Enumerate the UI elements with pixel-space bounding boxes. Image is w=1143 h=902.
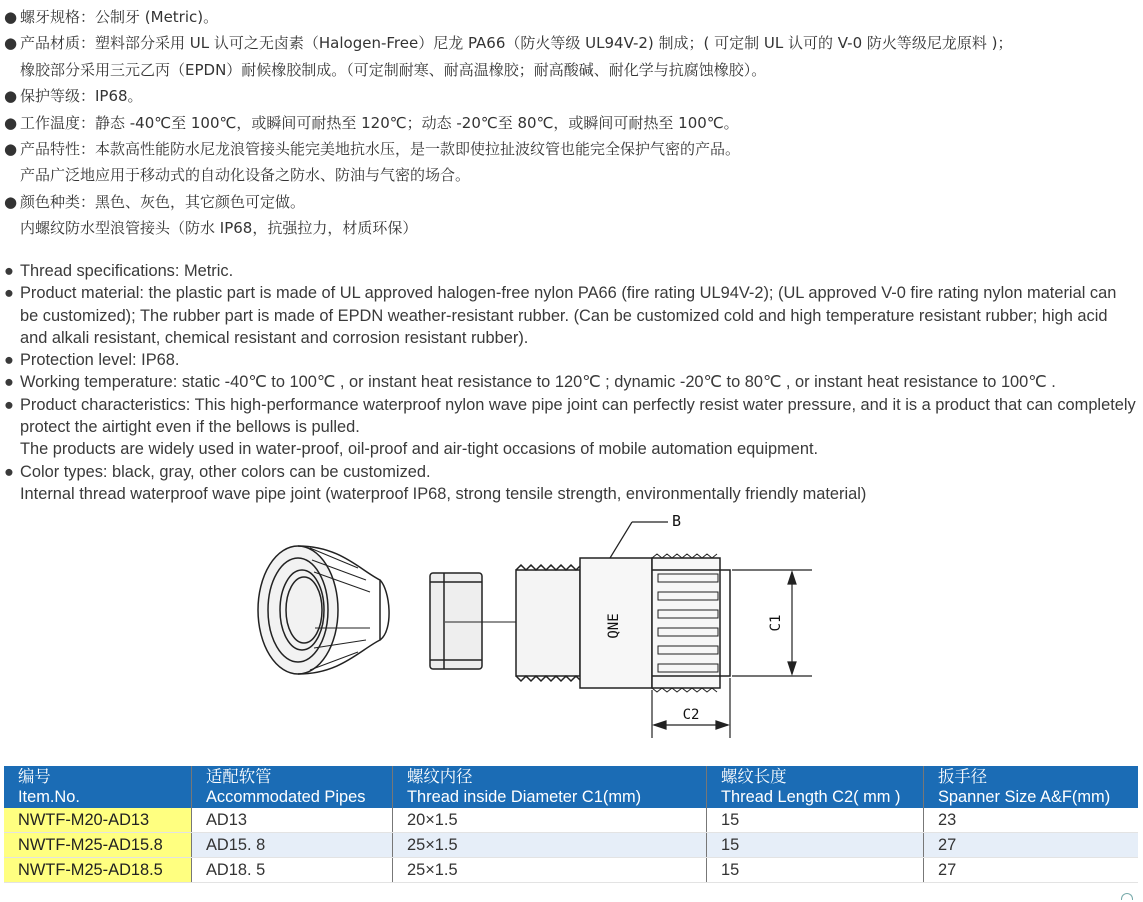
bullet-icon: ● [4,34,18,53]
line-text: Color types: black, gray, other colors can be customized. [20,462,431,481]
header-thread-length: 螺纹长度 Thread Length C2( mm ) [707,766,924,808]
bullet-icon: ● [4,262,14,280]
line-text: Working temperature: static -40℃ to 100℃ , or instant heat resistance to 120℃ ; dynamic -20℃ to 80℃ , or instant heat resistance to 100℃ . [20,373,1056,392]
pipe-cell: AD15. 8 [192,833,393,858]
line-text: 保护等级：IP68。 [20,87,143,106]
length-cell: 15 [707,808,924,833]
line-text: Thread specifications: Metric. [20,262,234,280]
bullet-icon: ● [4,351,14,370]
line-text: 产品特性：本款高性能防水尼龙浪管接头能完美地抗水压，是一款即使拉扯波纹管也能完全保护气密的产品。 [20,140,741,159]
line-text: 螺牙规格：公制牙 (Metric)。 [20,8,219,26]
line-text: 工作温度：静态 -40℃至 100℃，或瞬间可耐热至 120℃；动态 -20℃至 80℃，或瞬间可耐热至 100℃。 [20,113,739,132]
label-c2: C2 [682,707,700,723]
english-spec-section [4,260,1139,505]
diameter-cell: 25×1.5 [393,833,707,858]
connector-drawing [240,510,830,750]
bullet-item [4,30,1134,56]
chinese-spec-section [4,4,1134,242]
bullet-icon: ● [4,192,18,211]
threaded-body [516,554,730,692]
spanner-cell: 27 [924,833,1139,858]
spanner-cell: 27 [924,858,1139,883]
bullet-icon: ● [4,113,18,132]
bullet-item [4,189,1134,215]
label-c1: C1 [768,614,784,632]
bullet-item [4,349,1139,371]
bullet-item [4,136,1134,162]
bullet-icon: ● [4,373,14,392]
line-text: Product characteristics: This high-performance waterproof nylon wave pipe joint can perfectly resist water pressure, and it is a product that can completely protect the airtight even if the bellows is pulled. [20,395,1136,437]
bullet-item [4,4,1134,30]
pipe-cell: AD13 [192,808,393,833]
bullet-item [4,371,1139,393]
table-row [4,858,1138,883]
item-no-cell: NWTF-M20-AD13 [4,808,192,833]
bullet-icon: ● [4,8,18,26]
bullet-icon: ● [4,140,18,159]
label-b: B [672,512,682,530]
bullet-item [4,461,1139,483]
bullet-item [4,394,1139,439]
corner-decoration [1121,893,1133,900]
diameter-cell: 20×1.5 [393,808,707,833]
item-no-cell: NWTF-M25-AD15.8 [4,833,192,858]
line-text: 内螺纹防水型浪管接头（防水 IP68，抗强拉力，材质环保） [20,219,418,238]
brand-label: QNE [606,613,622,639]
bullet-icon: ● [4,395,14,414]
spec-table [4,766,1138,883]
bullet-icon: ● [4,87,18,106]
seal-ring [430,573,482,669]
bullet-item [4,260,1139,282]
header-accommodated-pipes: 适配软管 Accommodated Pipes [192,766,393,808]
continuation-line [4,162,1134,188]
length-cell: 15 [707,858,924,883]
header-item-no: 编号 Item.No. [4,766,192,808]
diameter-cell: 25×1.5 [393,858,707,883]
spanner-cell: 23 [924,808,1139,833]
length-cell: 15 [707,833,924,858]
continuation-line [4,215,1134,241]
bullet-item [4,110,1134,136]
continuation-line [4,57,1134,83]
continuation-line [4,438,1139,460]
line-text: 橡胶部分采用三元乙丙（EPDN）耐候橡胶制成。（可定制耐寒、耐高温橡胶；耐高酸碱、耐化学与抗腐蚀橡胶）。 [20,60,767,79]
table-row [4,833,1138,858]
header-spanner-size: 扳手径 Spanner Size A&F(mm) [924,766,1139,808]
item-no-cell: NWTF-M25-AD18.5 [4,858,192,883]
line-text: Protection level: IP68. [20,351,180,370]
table-row [4,808,1138,833]
product-diagram [240,510,830,750]
line-text: 产品材质：塑料部分采用 UL 认可之无卤素（Halogen-Free）尼龙 PA66（防火等级 UL94V-2) 制成；( 可定制 UL 认可的 V-0 防火等级尼龙原料 )； [20,34,1013,53]
pipe-cell: AD18. 5 [192,858,393,883]
line-text: Product material: the plastic part is made of UL approved halogen-free nylon PA66 (fire rating UL94V-2); (UL approved V-0 fire rating nylon material can be customized); The rubber part is made of EPDN weather-resistant rubber. (Can be customized cold and high temperature resistant rubber; high acid and alkali resistant, chemical resistant and corrosion resistant rubber). [20,284,1117,347]
line-text: Internal thread waterproof wave pipe joint (waterproof IP68, strong tensile strength, environmentally friendly material) [20,484,867,503]
line-text: 产品广泛地应用于移动式的自动化设备之防水、防油与气密的场合。 [20,166,471,185]
line-text: The products are widely used in water-proof, oil-proof and air-tight occasions of mobile automation equipment. [20,440,819,459]
bullet-icon: ● [4,462,14,481]
bullet-item [4,282,1139,349]
cap-nut [258,546,389,674]
table-header-row [4,766,1138,808]
bullet-icon: ● [4,284,14,303]
header-thread-diameter: 螺纹内径 Thread inside Diameter C1(mm) [393,766,707,808]
bullet-item [4,83,1134,109]
continuation-line [4,483,1139,505]
line-text: 颜色种类：黑色、灰色，其它颜色可定做。 [20,192,306,211]
